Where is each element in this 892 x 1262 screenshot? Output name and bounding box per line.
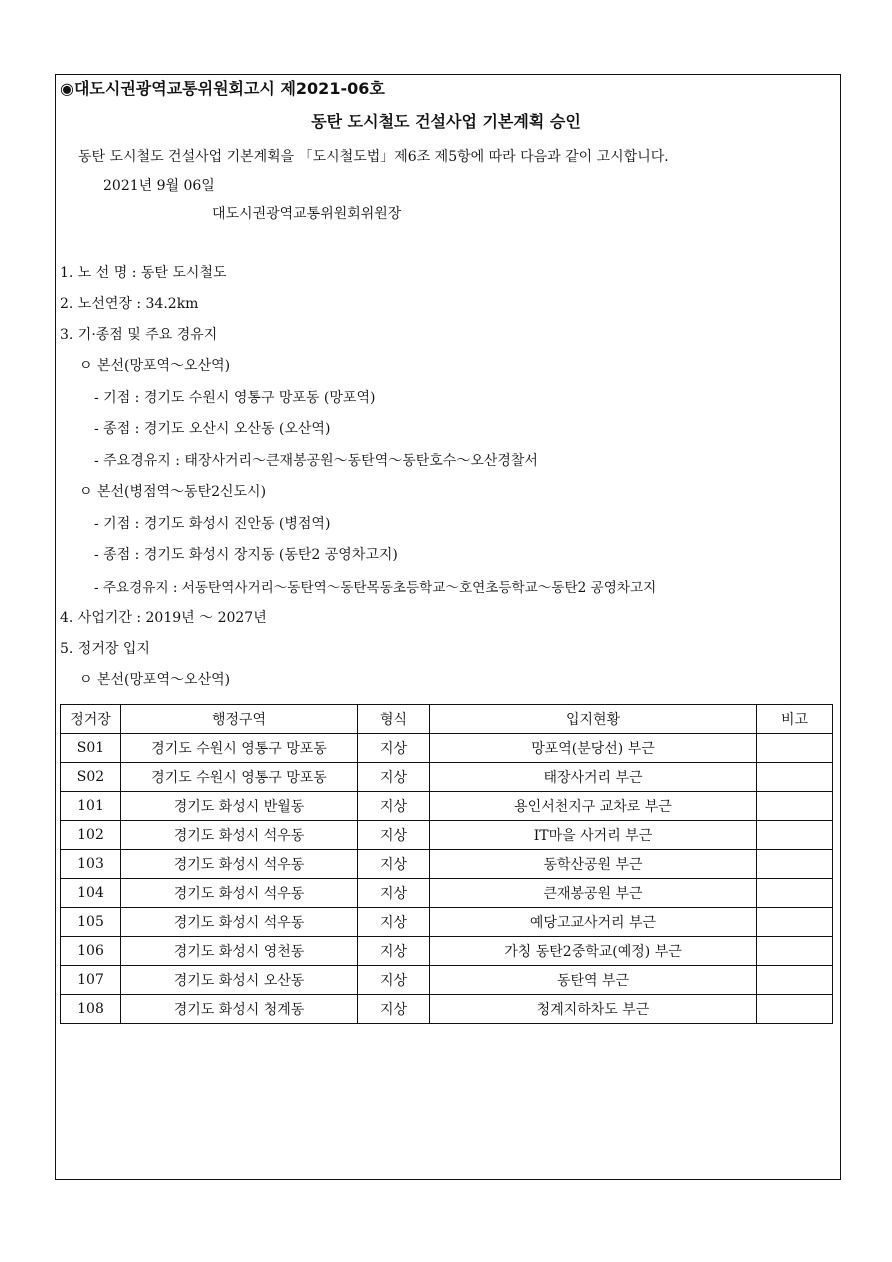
table-header-row xyxy=(61,705,833,734)
main-line-a-end: - 종점 : 경기도 오산시 오산동 (오산역) xyxy=(94,421,331,437)
location: 동학산공원 부근 xyxy=(430,850,757,879)
main-line-b-end: - 종점 : 경기도 화성시 장지동 (동탄2 공영차고지) xyxy=(94,547,398,563)
location: 가칭 동탄2중학교(예정) 부근 xyxy=(430,937,757,966)
location: 동탄역 부근 xyxy=(430,966,757,995)
table-row xyxy=(61,908,833,937)
main-line-a-via: - 주요경유지 : 태장사거리～큰재봉공원～동탄역～동탄호수～오산경찰서 xyxy=(94,453,538,469)
district: 경기도 수원시 영통구 망포동 xyxy=(121,763,358,792)
location: 용인서천지구 교차로 부근 xyxy=(430,792,757,821)
remarks xyxy=(757,763,833,792)
col-header-type: 형식 xyxy=(358,705,430,734)
route-name: 1. 노 선 명 : 동탄 도시철도 xyxy=(60,265,227,281)
announcement-date: 2021년 9월 06일 xyxy=(103,178,215,194)
station-id: 102 xyxy=(61,821,121,850)
notice-number: ◉대도시권광역교통위원회고시 제2021-06호 xyxy=(60,79,385,98)
main-line-b-start: - 기점 : 경기도 화성시 진안동 (병점역) xyxy=(94,516,331,532)
points-heading: 3. 기·종점 및 주요 경유지 xyxy=(60,327,218,343)
main-line-a-heading: ㅇ 본선(망포역～오산역) xyxy=(79,358,231,374)
district: 경기도 화성시 영천동 xyxy=(121,937,358,966)
col-header-remarks: 비고 xyxy=(757,705,833,734)
table-row xyxy=(61,792,833,821)
station-type: 지상 xyxy=(358,966,430,995)
remarks xyxy=(757,734,833,763)
district: 경기도 화성시 석우동 xyxy=(121,879,358,908)
station-type: 지상 xyxy=(358,995,430,1024)
station-type: 지상 xyxy=(358,850,430,879)
table-row xyxy=(61,734,833,763)
intro-text: 동탄 도시철도 건설사업 기본계획을 「도시철도법」제6조 제5항에 따라 다음과 같이 고시합니다. xyxy=(78,149,669,165)
table-row xyxy=(61,821,833,850)
document-title: 동탄 도시철도 건설사업 기본계획 승인 xyxy=(311,112,581,131)
station-id: 108 xyxy=(61,995,121,1024)
remarks xyxy=(757,879,833,908)
station-type: 지상 xyxy=(358,763,430,792)
station-type: 지상 xyxy=(358,734,430,763)
location: 태장사거리 부근 xyxy=(430,763,757,792)
col-header-district: 행정구역 xyxy=(121,705,358,734)
station-type: 지상 xyxy=(358,908,430,937)
station-id: 106 xyxy=(61,937,121,966)
location: 망포역(분당선) 부근 xyxy=(430,734,757,763)
main-line-b-via: - 주요경유지 : 서동탄역사거리～동탄역～동탄목동초등학교～호연초등학교～동탄2 공영차고지 xyxy=(94,580,657,596)
col-header-location: 입지현황 xyxy=(430,705,757,734)
station-type: 지상 xyxy=(358,879,430,908)
station-id: 107 xyxy=(61,966,121,995)
project-period: 4. 사업기간 : 2019년 ～ 2027년 xyxy=(60,610,267,626)
location: IT마을 사거리 부근 xyxy=(430,821,757,850)
location: 큰재봉공원 부근 xyxy=(430,879,757,908)
station-id: S02 xyxy=(61,763,121,792)
table-row xyxy=(61,763,833,792)
station-type: 지상 xyxy=(358,937,430,966)
remarks xyxy=(757,908,833,937)
signer: 대도시권광역교통위원회위원장 xyxy=(212,206,402,222)
table-row xyxy=(61,966,833,995)
district: 경기도 화성시 석우동 xyxy=(121,850,358,879)
district: 경기도 화성시 오산동 xyxy=(121,966,358,995)
remarks xyxy=(757,937,833,966)
station-id: 103 xyxy=(61,850,121,879)
table-row xyxy=(61,995,833,1024)
col-header-station: 정거장 xyxy=(61,705,121,734)
location: 예당고교사거리 부근 xyxy=(430,908,757,937)
table-row xyxy=(61,850,833,879)
district: 경기도 화성시 석우동 xyxy=(121,821,358,850)
station-type: 지상 xyxy=(358,792,430,821)
route-length: 2. 노선연장 : 34.2km xyxy=(60,296,199,312)
station-table xyxy=(60,704,833,1024)
station-id: 104 xyxy=(61,879,121,908)
remarks xyxy=(757,966,833,995)
remarks xyxy=(757,995,833,1024)
table-row xyxy=(61,937,833,966)
stations-subheading: ㅇ 본선(망포역～오산역) xyxy=(79,672,231,688)
main-line-a-start: - 기점 : 경기도 수원시 영통구 망포동 (망포역) xyxy=(94,390,376,406)
stations-heading: 5. 정거장 입지 xyxy=(60,641,150,657)
station-id: 101 xyxy=(61,792,121,821)
remarks xyxy=(757,821,833,850)
table-row xyxy=(61,879,833,908)
remarks xyxy=(757,850,833,879)
district: 경기도 수원시 영통구 망포동 xyxy=(121,734,358,763)
station-type: 지상 xyxy=(358,821,430,850)
district: 경기도 화성시 석우동 xyxy=(121,908,358,937)
station-id: S01 xyxy=(61,734,121,763)
district: 경기도 화성시 반월동 xyxy=(121,792,358,821)
station-id: 105 xyxy=(61,908,121,937)
location: 청계지하차도 부근 xyxy=(430,995,757,1024)
main-line-b-heading: ㅇ 본선(병점역～동탄2신도시) xyxy=(79,484,267,500)
remarks xyxy=(757,792,833,821)
district: 경기도 화성시 청계동 xyxy=(121,995,358,1024)
